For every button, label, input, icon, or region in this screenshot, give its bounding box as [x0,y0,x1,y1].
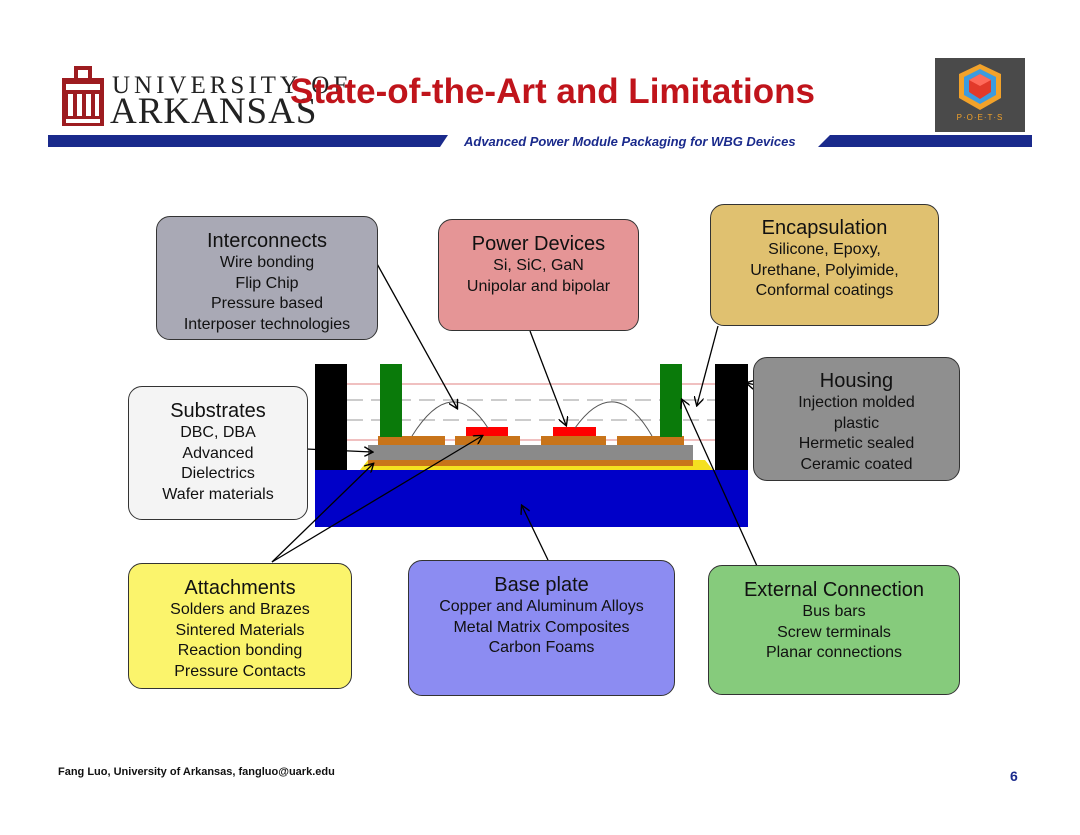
housing-line: Injection molded [798,394,915,411]
attachments-box [128,563,352,689]
interconnects-line: Wire bonding [219,254,315,271]
arrow-encapsulation [697,326,718,405]
arrow-power-devices [530,331,566,425]
external-connection-line: Planar connections [765,644,903,661]
poets-logo-text: P·O·E·T·S [956,113,1004,122]
attachments-line: Sintered Materials [175,621,305,639]
encapsulation-line: Conformal coatings [755,282,894,299]
substrates-box [128,386,308,520]
interconnects-line: Pressure based [210,295,324,312]
attachments-line: Reaction bonding [177,642,303,659]
power-devices-line: Unipolar and bipolar [466,277,611,295]
copper-trace [617,436,684,445]
housing-wall-right [715,364,748,470]
encapsulation-title: Encapsulation [761,217,888,239]
substrates-line: Advanced [182,444,254,462]
terminal-right [660,364,682,437]
page-title: State-of-the-Art and Limitations [290,72,815,111]
interconnects-title: Interconnects [206,230,328,252]
power-devices-line: Si, SiC, GaN [493,257,584,274]
housing-box [753,357,960,481]
housing-line: Hermetic sealed [798,435,915,452]
housing-title: Housing [819,370,894,392]
terminal-left [380,364,402,437]
housing-line: plastic [833,414,880,432]
copper-trace [455,436,520,445]
copper-trace [541,436,606,445]
attachments-line: Pressure Contacts [174,662,306,680]
encapsulation-line: Silicone, Epoxy, [768,241,881,258]
encapsulation-box [710,204,939,326]
base-plate-line: Metal Matrix Composites [453,618,630,636]
encapsulation-line: Urethane, Polyimide, [750,261,899,279]
copper-trace [378,436,445,445]
base-plate-block [315,470,748,527]
housing-wall-left [315,364,347,470]
external-connection-line: Bus bars [802,603,866,620]
substrate-bottom-copper [368,459,693,466]
power-die [553,427,596,436]
attachments-line: Solders and Brazes [170,601,310,618]
base-plate-line: Carbon Foams [488,639,595,656]
external-connection-box [708,565,960,695]
interconnects-line: Interposer technologies [183,315,351,333]
interconnects-box [156,216,378,340]
attachments-title: Attachments [184,577,296,599]
substrates-title: Substrates [170,400,266,422]
housing-line: Ceramic coated [800,455,913,473]
page-number: 6 [1010,768,1018,784]
external-connection-line: Screw terminals [777,623,891,641]
university-wordmark: UNIVERSITY OF [112,72,352,99]
base-plate-line: Copper and Aluminum Alloys [439,598,644,615]
substrate-ceramic [368,445,693,460]
substrates-line: Wafer materials [162,485,274,503]
power-devices-box [438,219,639,331]
power-devices-title: Power Devices [471,233,606,255]
substrates-line: Dielectrics [181,465,255,482]
arkansas-wordmark: ARKANSAS [110,91,318,132]
substrates-line: DBC, DBA [180,424,256,441]
external-connection-title: External Connection [743,579,925,601]
footer-author: Fang Luo, University of Arkansas, fangluo@uark.edu [58,766,335,778]
header-subtitle: Advanced Power Module Packaging for WBG Devices [464,134,796,149]
base-plate-box [408,560,675,696]
power-die [466,427,508,436]
base-plate-title: Base plate [494,574,589,596]
interconnects-line: Flip Chip [235,274,299,292]
